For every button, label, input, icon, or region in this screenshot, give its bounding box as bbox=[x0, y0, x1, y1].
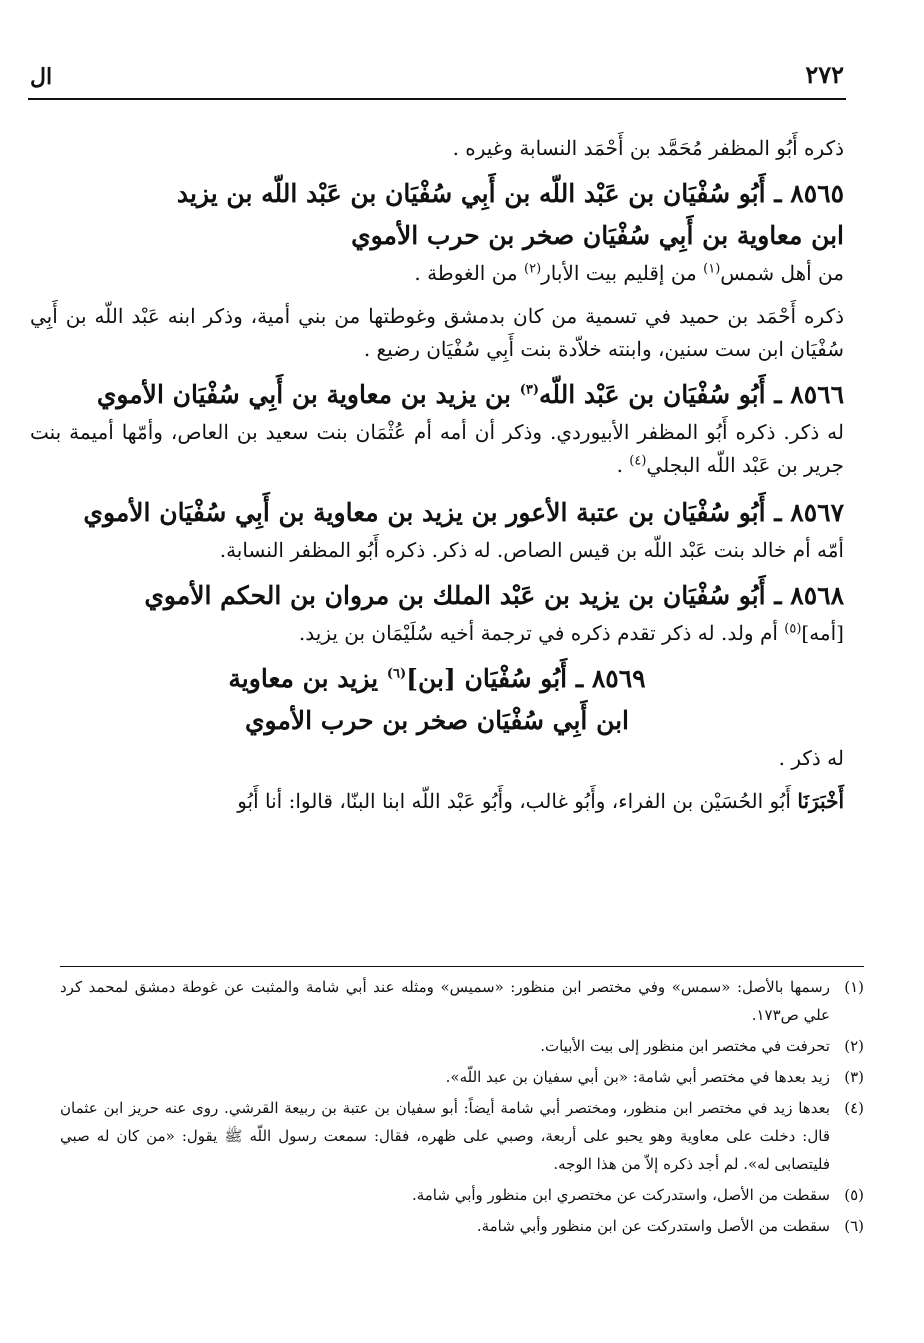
footnote-number: (٤) bbox=[844, 1099, 864, 1117]
footnote bbox=[60, 1063, 864, 1091]
footnote-number: (٥) bbox=[844, 1186, 864, 1204]
entry-title-line: ٨٥٦٥ ـ أَبُو سُفْيَان بن عَبْد اللّه بن أَبِي سُفْيَان بن عَبْد اللّه بن يزيد bbox=[176, 179, 844, 208]
entry-title-8566 bbox=[30, 374, 844, 416]
footnote-ref: (٣) bbox=[519, 382, 539, 398]
footnotes bbox=[60, 966, 864, 1243]
footnote bbox=[60, 1032, 864, 1060]
running-head: ال bbox=[30, 64, 53, 90]
entry-title-text: ٨٥٦٩ ـ أَبُو سُفْيَان [بن] bbox=[406, 664, 646, 693]
entry-body-8565: ذكره أَحْمَد بن حميد في تسمية من كان بدمشق وغوطتها من بني أمية، وذكر ابنه عَبْد اللّه بن أَبِي سُفْيَان ابن ست سنين، وابنته خلاّدة بنت أَبِي سُفْيَان رضيع . bbox=[30, 304, 844, 361]
footnote-ref: (٥) bbox=[784, 621, 802, 637]
entry-title-line bbox=[30, 658, 844, 700]
footnote-text: رسمها بالأصل: «سمس» وفي مختصر ابن منظور: «سميس» ومثله عند أبي شامة والمثبت عن غوطة دمشق لمحمد كرد علي ص١٧٣. bbox=[60, 978, 830, 1024]
footnote bbox=[60, 1181, 864, 1209]
origin-text: من أهل شمس bbox=[720, 261, 844, 285]
footnote bbox=[60, 1094, 864, 1178]
entry-body-8567: أمّه أم خالد بنت عَبْد اللّه بن قيس الصاص. له ذكر. ذكره أَبُو المظفر النسابة. bbox=[219, 538, 844, 562]
isnad-text: أَبُو الحُسَيْن بن الفراء، وأَبُو غالب، وأَبُو عَبْد اللّه ابنا البنّا، قالوا: أنا أَبُو bbox=[237, 789, 798, 813]
isnad-line bbox=[30, 785, 844, 818]
footnote-ref: (٤) bbox=[629, 453, 647, 469]
footnote-text: سقطت من الأصل، واستدركت عن مختصري ابن منظور وأبي شامة. bbox=[411, 1186, 830, 1204]
entry-title-line: ابن أَبِي سُفْيَان صخر بن حرب الأموي bbox=[244, 706, 630, 735]
body-text: . bbox=[616, 453, 630, 477]
entry-title-8568: ٨٥٦٨ ـ أَبُو سُفْيَان بن يزيد بن عَبْد الملك بن مروان بن الحكم الأموي bbox=[144, 581, 844, 610]
entry-origin-8565 bbox=[30, 257, 844, 290]
entry-body-8566 bbox=[30, 416, 844, 482]
entry-body-8568 bbox=[30, 617, 844, 650]
origin-text: من إقليم بيت الأبار bbox=[541, 261, 704, 285]
entry-title-8567: ٨٥٦٧ ـ أَبُو سُفْيَان بن عتبة الأعور بن يزيد بن معاوية بن أَبِي سُفْيَان الأموي bbox=[83, 498, 844, 527]
page-header bbox=[28, 58, 846, 100]
main-text bbox=[30, 132, 844, 818]
entry-body-8569: له ذكر . bbox=[778, 746, 844, 770]
body-text: [أمه] bbox=[801, 621, 844, 645]
footnote-number: (٦) bbox=[844, 1217, 864, 1235]
footnote-text: بعدها زيد في مختصر ابن منظور، ومختصر أبي شامة أيضاً: أبو سفيان بن عتبة بن ربيعة القرشي. روى عنه حريز ابن عثمان قال: دخلت على معاوية وهو يحبو على أربعة، وصبي على ظهره، فقال: سمعت رسول اللّه ﷺ يقول: «من كان له صبي فليتصابى له». لم أجد ذكره إلاّ من هذا الوجه. bbox=[60, 1099, 830, 1173]
footnote-ref: (٢) bbox=[524, 261, 542, 277]
footnote-number: (١) bbox=[844, 978, 864, 996]
page-number: ٢٧٢ bbox=[805, 60, 844, 89]
footnote-ref: (٦) bbox=[386, 666, 407, 682]
footnote bbox=[60, 973, 864, 1029]
body-text: له ذكر. ذكره أَبُو المظفر الأبيوردي. وذكر أن أمه أم عُثْمَان بنت سعيد بن العاص، وأمّها أميمة بنت جرير بن عَبْد اللّه البجلي bbox=[30, 420, 845, 477]
entry-title-text: بن يزيد بن معاوية بن أَبِي سُفْيَان الأموي bbox=[96, 380, 520, 409]
footnote-number: (٢) bbox=[844, 1037, 864, 1055]
footnote-ref: (١) bbox=[703, 261, 721, 277]
akhbarana-word: أَخْبَرَنَا bbox=[797, 789, 844, 813]
entry-title-8565 bbox=[30, 173, 844, 257]
entry-title-text: يزيد بن معاوية bbox=[228, 664, 387, 693]
footnote bbox=[60, 1212, 864, 1240]
entry-title-8569 bbox=[30, 658, 844, 742]
footnote-text: زيد بعدها في مختصر أبي شامة: «بن أبي سفيان بن عبد اللّه». bbox=[445, 1068, 830, 1086]
body-text: أم ولد. له ذكر تقدم ذكره في ترجمة أخيه سُلَيْمَان بن يزيد. bbox=[298, 621, 785, 645]
entry-title-text: ٨٥٦٦ ـ أَبُو سُفْيَان بن عَبْد اللّه bbox=[538, 380, 844, 409]
footnote-text: سقطت من الأصل واستدركت عن ابن منظور وأبي شامة. bbox=[476, 1217, 830, 1235]
intro-line: ذكره أَبُو المظفر مُحَمَّد بن أَحْمَد النسابة وغيره . bbox=[452, 136, 844, 160]
entry-title-line: ابن معاوية بن أَبِي سُفْيَان صخر بن حرب الأموي bbox=[351, 221, 844, 250]
footnote-text: تحرفت في مختصر ابن منظور إلى بيت الأبيات. bbox=[540, 1037, 830, 1055]
footnote-number: (٣) bbox=[844, 1068, 864, 1086]
origin-text: من الغوطة . bbox=[414, 261, 524, 285]
